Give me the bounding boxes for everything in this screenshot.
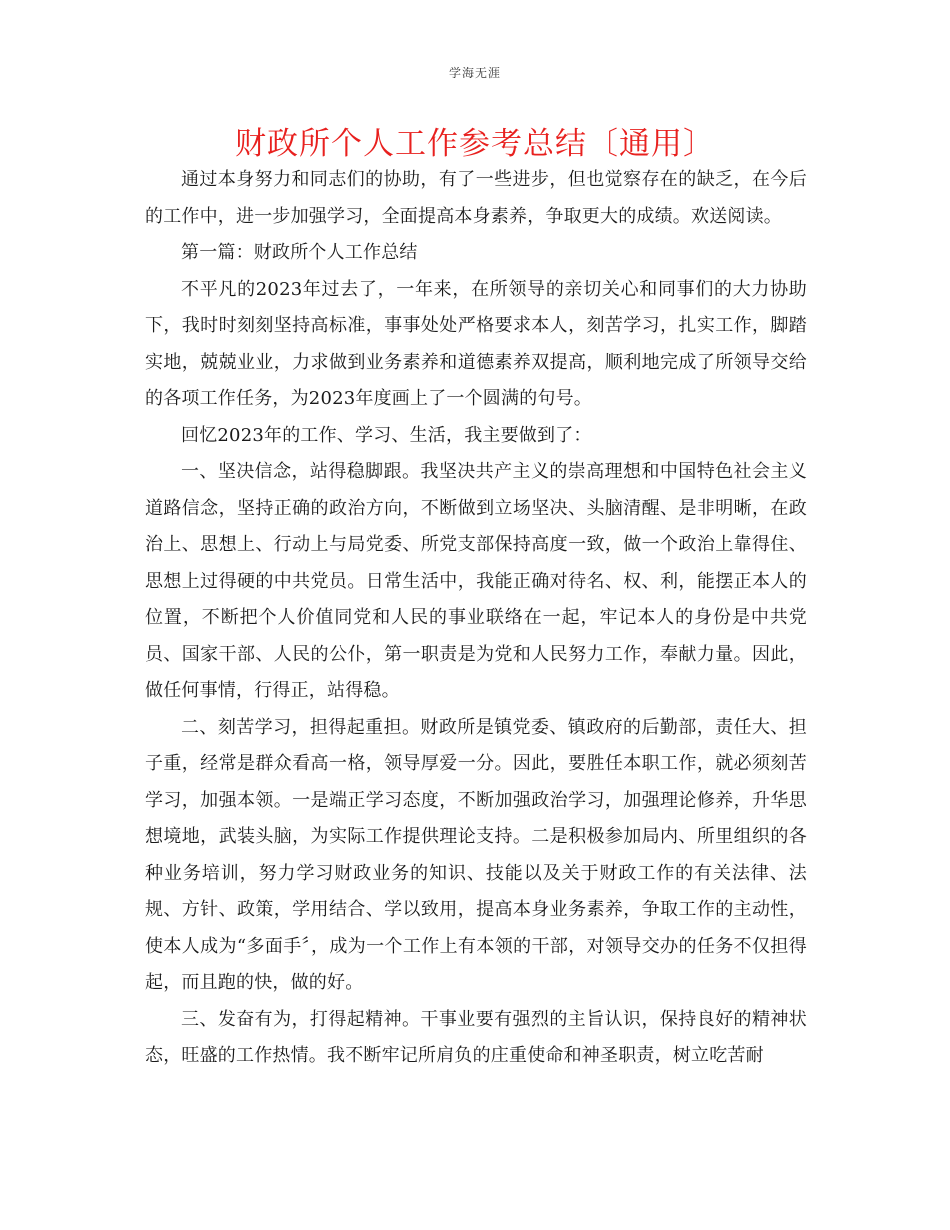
paragraph-year-summary: 不平凡的2023年过去了，一年来，在所领导的亲切关心和同事们的大力协助下，我时时刻刻坚持高标准，事事处处严格要求本人，刻苦学习，扎实工作，脚踏实地，兢兢业业，力求做到业务素养和道德素养双提高，顺利地完成了所领导交给的各项工作任务，为2023年度画上了一个圆满的句号。 (145, 278, 807, 409)
paragraph-point-one: 一、坚决信念，站得稳脚跟。我坚决共产主义的崇高理想和中国特色社会主义道路信念，坚持正确的政治方向，不断做到立场坚决、头脑清醒、是非明晰，在政治上、思想上、行动上与局党委、所党支部保持高度一致，做一个政治上靠得住、思想上过得硬的中共党员。日常生活中，我能正确对待名、权、利，能摆正本人的位置，不断把个人价值同党和人民的事业联络在一起，牢记本人的身份是中共党员、国家干部、人民的公仆，第一职责是为党和人民努力工作，奉献力量。因此，做任何事情，行得正，站得稳。 (145, 461, 807, 701)
paragraph-point-three: 三、发奋有为，打得起精神。干事业要有强烈的主旨认识，保持良好的精神状态，旺盛的工作热情。我不断牢记所肩负的庄重使命和神圣职责，树立吃苦耐 (145, 1008, 807, 1066)
paragraph-intro: 通过本身努力和同志们的协助，有了一些进步，但也觉察存在的缺乏，在今后的工作中，进一步加强学习，全面提高本身素养，争取更大的成绩。欢送阅读。 (145, 169, 807, 227)
paragraph-section-heading: 第一篇：财政所个人工作总结 (181, 242, 418, 263)
document-title: 财政所个人工作参考总结〔通用〕 (235, 126, 715, 162)
document-body (145, 162, 807, 1075)
paragraph-recall: 回忆2023年的工作、学习、生活，我主要做到了： (181, 424, 592, 446)
paragraph-point-two: 二、刻苦学习，担得起重担。财政所是镇党委、镇政府的后勤部，责任大、担子重，经常是群众看高一格，领导厚爱一分。因此，要胜任本职工作，就必须刻苦学习，加强本领。一是端正学习态度，不断加强政治学习，加强理论修养，升华思想境地，武装头脑，为实际工作提供理论支持。二是积极参加局内、所里组织的各种业务培训，努力学习财政业务的知识、技能以及关于财政工作的有关法律、法规、方针、政策，学用结合、学以致用，提高本身业务素养，争取工作的主动性，使本人成为“多面手〞，成为一个工作上有本领的干部，对领导交办的任务不仅担得起，而且跑的快，做的好。 (145, 716, 807, 993)
page-header-watermark: 学海无涯 (448, 66, 501, 80)
